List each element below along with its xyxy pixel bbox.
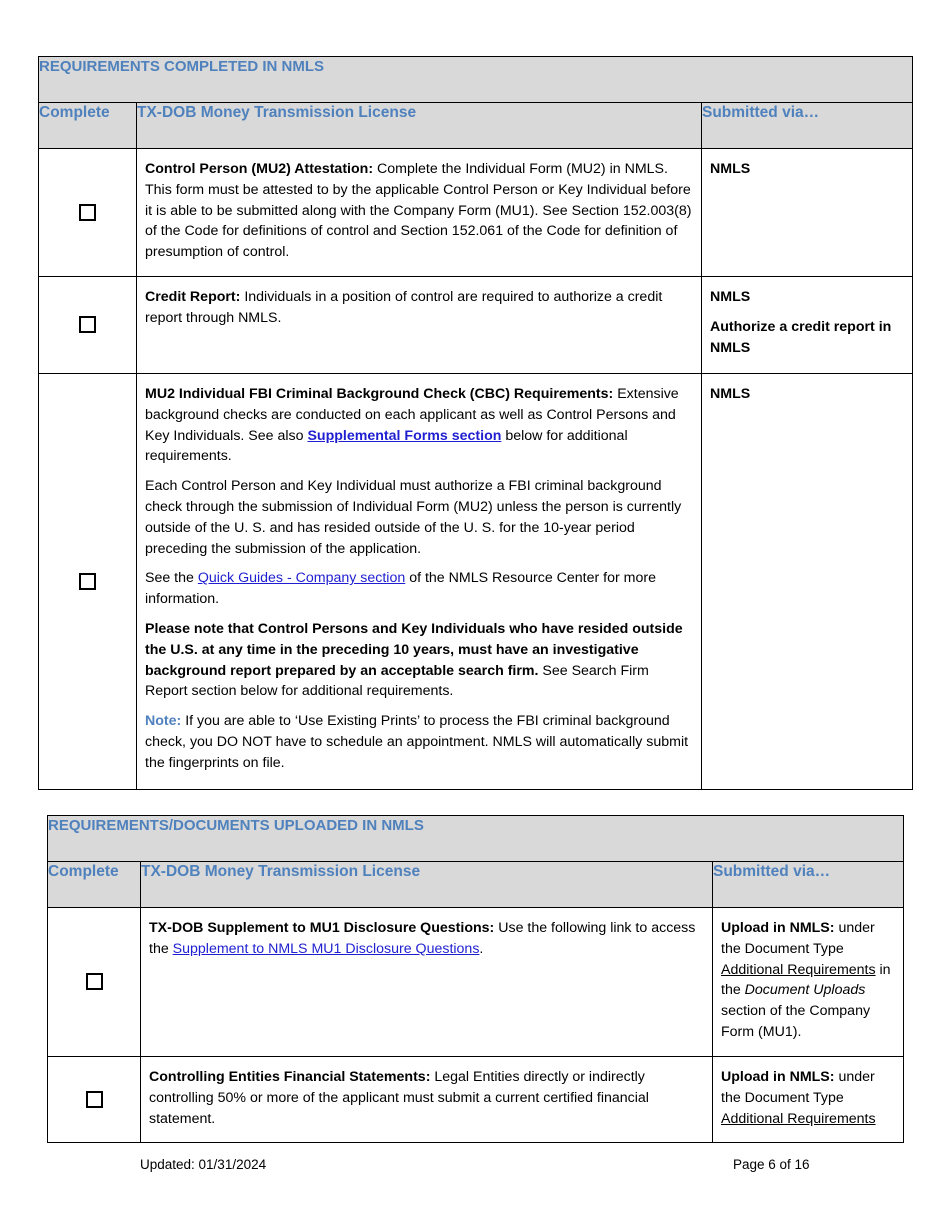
cbc-paragraph-1: MU2 Individual FBI Criminal Background Check (CBC) Requirements: Extensive background checks are conducted on each applicant as well as Control Persons and Key Individuals. See also Supplemental Forms section below for additional requirements. xyxy=(145,386,679,465)
quick-guides-link[interactable]: Quick Guides - Company section xyxy=(197,570,406,587)
requirement-description: Controlling Entities Financial Statements: Legal Entities directly or indirectly controlling 50% or more of the applicant must submit a current certified financial statement. xyxy=(141,1057,713,1143)
requirement-label: MU2 Individual FBI Criminal Background Check (CBC) Requirements: xyxy=(145,386,614,402)
header-license: TX-DOB Money Transmission License xyxy=(137,103,702,149)
submitted-method-detail: Authorize a credit report in NMLS xyxy=(710,318,892,356)
submitted-method: NMLS xyxy=(710,289,751,305)
supplemental-forms-link[interactable]: Supplemental Forms section xyxy=(307,427,502,444)
submitted-via xyxy=(702,149,913,277)
table-row xyxy=(39,149,913,277)
complete-checkbox[interactable] xyxy=(79,316,96,333)
table2-title: REQUIREMENTS/DOCUMENTS UPLOADED IN NMLS xyxy=(48,816,904,862)
submitted-via: Upload in NMLS: under the Document Type Additional Requirements xyxy=(713,1057,904,1143)
complete-checkbox[interactable] xyxy=(79,204,96,221)
footer-updated-date: Updated: 01/31/2024 xyxy=(140,1157,267,1172)
complete-checkbox[interactable] xyxy=(86,973,103,990)
submitted-method: NMLS xyxy=(710,386,751,402)
cbc-paragraph-3: See the Quick Guides - Company section of the NMLS Resource Center for more information. xyxy=(145,570,656,608)
requirement-description xyxy=(137,277,702,374)
requirement-label: Credit Report: xyxy=(145,289,241,305)
requirements-completed-table xyxy=(38,56,913,790)
submitted-via xyxy=(702,374,913,790)
header-license: TX-DOB Money Transmission License xyxy=(141,862,713,908)
cbc-paragraph-2: Each Control Person and Key Individual must authorize a FBI criminal background check through the submission of Individual Form (MU2) unless the person is currently outside of the U. S. and has resided outside of the U. S. for the 10-year period preceding the submission of the application. xyxy=(145,478,682,557)
cbc-note: Note: If you are able to ‘Use Existing Prints’ to process the FBI criminal background check, you DO NOT have to schedule an appointment. NMLS will automatically submit the fingerprints on file. xyxy=(145,713,689,771)
document-type: Additional Requirements xyxy=(721,1110,876,1127)
table-row xyxy=(39,277,913,374)
table1-title: REQUIREMENTS COMPLETED IN NMLS xyxy=(39,57,913,103)
table-row xyxy=(48,1057,904,1143)
note-label: Note: xyxy=(145,713,182,730)
requirement-label: TX-DOB Supplement to MU1 Disclosure Questions: xyxy=(149,920,495,936)
requirement-description: TX-DOB Supplement to MU1 Disclosure Questions: Use the following link to access the Supplement to NMLS MU1 Disclosure Questions. xyxy=(141,908,713,1057)
header-submitted: Submitted via… xyxy=(702,103,913,149)
header-complete: Complete xyxy=(48,862,141,908)
header-complete: Complete xyxy=(39,103,137,149)
table-row xyxy=(48,908,904,1057)
submitted-via: Upload in NMLS: under the Document Type Additional Requirements in the Document Uploads section of the Company Form (MU1). xyxy=(713,908,904,1057)
document-type: Additional Requirements xyxy=(721,961,876,978)
table-row xyxy=(39,374,913,790)
cbc-paragraph-4: Please note that Control Persons and Key Individuals who have resided outside the U.S. at any time in the preceding 10 years, must have an investigative background report prepared by an acceptable search firm. See Search Firm Report section below for additional requirements. xyxy=(145,620,683,700)
requirement-text: Individuals in a position of control are required to authorize a credit report through NMLS. xyxy=(145,289,663,326)
submitted-via xyxy=(702,277,913,374)
header-submitted: Submitted via… xyxy=(713,862,904,908)
supplement-disclosure-link[interactable]: Supplement to NMLS MU1 Disclosure Questions xyxy=(172,940,480,957)
requirement-label: Control Person (MU2) Attestation: xyxy=(145,161,374,177)
footer-page-number: Page 6 of 16 xyxy=(733,1157,810,1172)
requirement-text: Complete the Individual Form (MU2) in NMLS. This form must be attested to by the applicable Control Person or Key Individual before it is able to be submitted along with the Company Form (MU1). See Section 152.003(8) of the Code for definitions of control and Section 152.061 of the Code for definition of presumption of control. xyxy=(145,161,692,261)
requirement-description xyxy=(137,374,702,790)
requirement-description xyxy=(137,149,702,277)
requirements-uploaded-table xyxy=(47,815,904,1143)
requirement-label: Controlling Entities Financial Statements: xyxy=(149,1069,431,1085)
submitted-method: NMLS xyxy=(710,161,751,177)
complete-checkbox[interactable] xyxy=(79,573,96,590)
complete-checkbox[interactable] xyxy=(86,1091,103,1108)
